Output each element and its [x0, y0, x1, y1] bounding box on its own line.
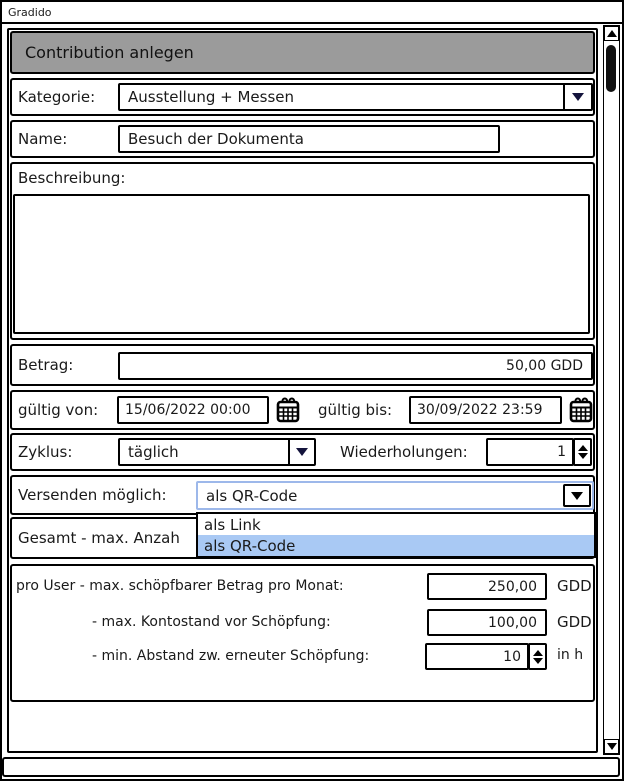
zyklus-dropdown-button[interactable]: [288, 440, 314, 464]
betrag-value: 50,00 GDD: [506, 358, 583, 374]
zyklus-label: Zyklus:: [18, 443, 73, 461]
row-pro-user: [10, 564, 595, 702]
form-container: [7, 28, 598, 753]
beschreibung-label: Beschreibung:: [18, 169, 126, 187]
gueltig-bis-input[interactable]: [409, 396, 562, 424]
window-title: Gradido: [8, 5, 52, 19]
pro-user-row1-value: 250,00: [488, 578, 537, 595]
spinner-up-icon: [533, 650, 543, 656]
pro-user-row3-value: 10: [503, 648, 521, 665]
beschreibung-textarea[interactable]: [13, 194, 590, 334]
kategorie-select[interactable]: [118, 83, 593, 111]
horizontal-scrollbar[interactable]: [2, 757, 620, 777]
row-betrag: [10, 344, 595, 386]
versenden-select[interactable]: [196, 481, 594, 510]
option-als-link[interactable]: als Link: [204, 515, 261, 534]
gueltig-bis-label: gültig bis:: [318, 401, 393, 419]
scroll-up-button[interactable]: [604, 26, 619, 41]
name-input[interactable]: [118, 125, 500, 153]
row-beschreibung: [10, 162, 595, 340]
pro-user-row1-unit: GDD: [557, 577, 592, 595]
calendar-icon[interactable]: [276, 396, 300, 428]
name-value: Besuch der Dokumenta: [128, 130, 304, 148]
gesamt-label: Gesamt - max. Anzah: [18, 529, 180, 547]
form-header-title: Contribution anlegen: [25, 43, 194, 62]
gueltig-von-value: 15/06/2022 00:00: [125, 402, 251, 418]
betrag-label: Betrag:: [18, 356, 74, 374]
pro-user-row2-unit: GDD: [557, 613, 592, 631]
pro-user-row3-stepper[interactable]: [528, 643, 547, 670]
row-gueltig: [10, 390, 595, 430]
row-zyklus: [10, 433, 595, 471]
gueltig-von-label: gültig von:: [18, 401, 99, 419]
calendar-icon[interactable]: [569, 396, 593, 428]
wiederholungen-value: 1: [557, 444, 566, 460]
kategorie-value: Ausstellung + Messen: [128, 88, 295, 106]
versenden-value: als QR-Code: [206, 486, 298, 505]
zyklus-select[interactable]: [118, 438, 316, 466]
scroll-down-icon: [607, 743, 617, 750]
row-versenden: [10, 475, 595, 515]
wiederholungen-label: Wiederholungen:: [340, 443, 468, 461]
versenden-label: Versenden möglich:: [18, 486, 167, 504]
scrollbar-thumb[interactable]: [606, 45, 616, 92]
window-titlebar: [2, 2, 622, 24]
vertical-scrollbar[interactable]: [603, 25, 620, 755]
chevron-down-icon: [572, 93, 584, 101]
wiederholungen-stepper[interactable]: [573, 438, 592, 466]
gueltig-von-input[interactable]: [117, 396, 269, 424]
versenden-dropdown-button[interactable]: [563, 484, 591, 507]
zyklus-value: täglich: [128, 443, 179, 461]
pro-user-row3-unit: in h: [557, 647, 584, 663]
spinner-down-icon: [578, 453, 588, 459]
pro-user-row1-label: pro User - max. schöpfbarer Betrag pro Monat:: [16, 578, 344, 594]
chevron-down-icon: [571, 492, 583, 500]
pro-user-row2-value: 100,00: [488, 614, 537, 631]
pro-user-row3-label: - min. Abstand zw. erneuter Schöpfung:: [92, 648, 370, 664]
chevron-down-icon: [296, 448, 308, 456]
spinner-down-icon: [533, 658, 543, 664]
row-kategorie: [10, 78, 595, 116]
row-name: [10, 120, 595, 158]
betrag-input[interactable]: [118, 352, 593, 380]
name-label: Name:: [18, 130, 68, 148]
kategorie-label: Kategorie:: [18, 88, 96, 106]
gueltig-bis-value: 30/09/2022 23:59: [417, 402, 543, 418]
scroll-up-icon: [607, 30, 617, 37]
pro-user-row2-label: - max. Kontostand vor Schöpfung:: [92, 614, 331, 630]
pro-user-row3-input[interactable]: [425, 643, 529, 670]
scroll-down-button[interactable]: [604, 739, 619, 754]
pro-user-row2-input[interactable]: [427, 609, 547, 636]
spinner-up-icon: [578, 445, 588, 451]
wiederholungen-input[interactable]: [486, 438, 574, 466]
versenden-options-list: [196, 512, 596, 558]
option-als-qr-code[interactable]: als QR-Code: [198, 535, 594, 556]
kategorie-dropdown-button[interactable]: [563, 85, 591, 109]
form-header: [10, 31, 595, 74]
pro-user-row1-input[interactable]: [427, 573, 547, 600]
